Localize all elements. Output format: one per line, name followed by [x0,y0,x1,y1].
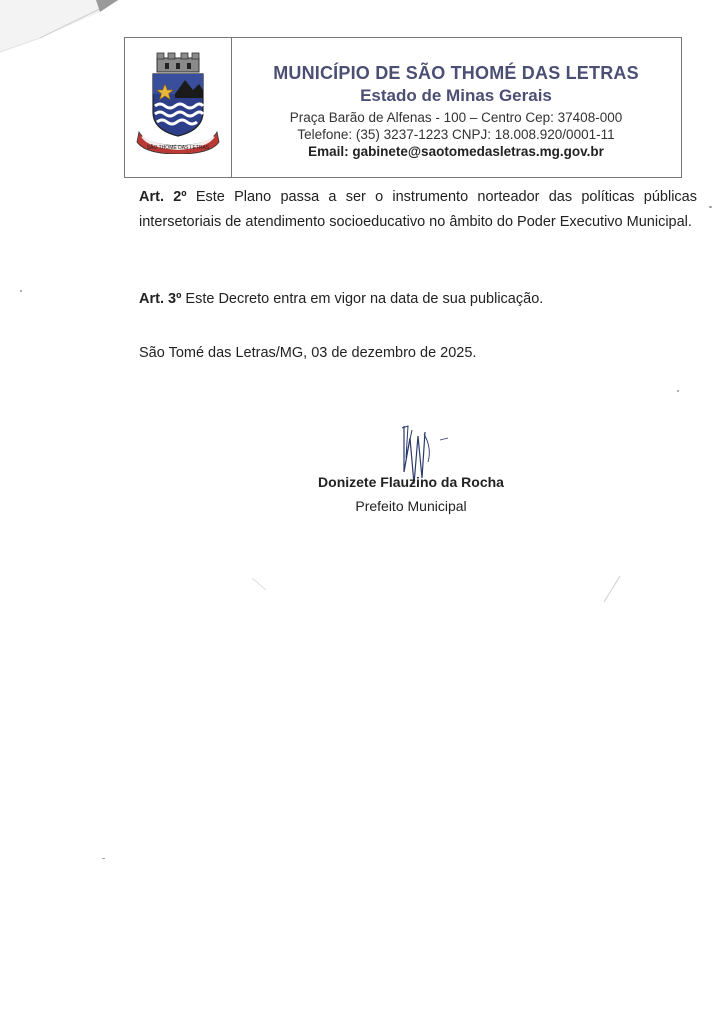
municipality-title: MUNICÍPIO DE SÃO THOMÉ DAS LETRAS [273,63,639,83]
article-2-text: Este Plano passa a ser o instrumento norteador das políticas públicas intersetoriais de atendimento socioeducativo no âmbito do Poder Executivo Municipal. [139,189,697,230]
article-3-text: Este Decreto entra em vigor na data de sua publicação. [181,291,544,307]
scan-scratch [602,574,622,604]
article-3-label: Art. 3º [139,291,182,307]
article-2 [139,185,697,235]
scan-speck [20,290,22,292]
article-3 [139,287,697,312]
scan-speck [102,858,105,859]
scan-scratch [250,576,270,592]
signatory-role: Prefeito Municipal [355,498,467,514]
letterhead [124,37,682,178]
phone-cnpj-line: Telefone: (35) 3237-1223 CNPJ: 18.008.920/0001-11 [297,127,615,142]
address-line: Praça Barão de Alfenas - 100 – Centro Cep: 37408-000 [289,110,623,125]
svg-text:SÃO THOMÉ DAS LETRAS: SÃO THOMÉ DAS LETRAS [146,145,210,151]
place-and-date: São Tomé das Letras/MG, 03 de dezembro de 2025. [139,345,477,361]
letterhead-text [231,38,681,177]
scan-speck [677,390,679,392]
crest-cell [125,38,232,177]
scan-speck [709,206,712,208]
signatory-name: Donizete Flauzino da Rocha [318,474,504,490]
scan-corner-fold [0,0,120,60]
municipal-coat-of-arms-icon [135,50,221,154]
email-line: Email: gabinete@saotomedasletras.mg.gov.br [308,144,604,159]
article-2-label: Art. 2º [139,189,187,205]
state-name: Estado de Minas Gerais [360,86,552,105]
